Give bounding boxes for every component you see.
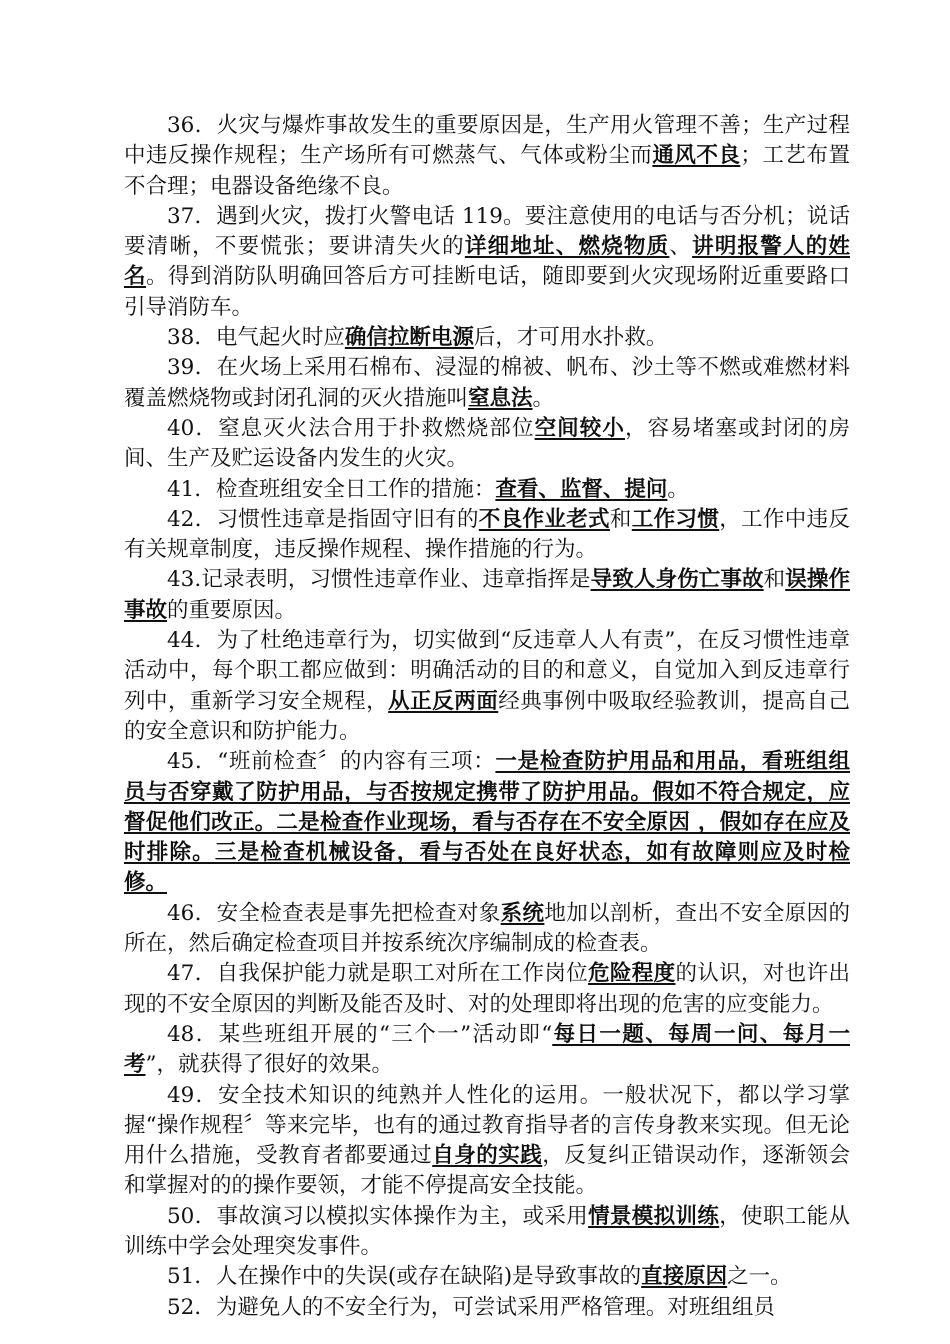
answer-text: 窒息法 — [468, 385, 533, 411]
body-text: ；工艺布置不合理；电器设备绝缘不良。 — [124, 143, 850, 199]
paragraph-q46 — [124, 899, 850, 960]
paragraph-q51 — [124, 1262, 850, 1292]
answer-text: 自身的实践 — [432, 1143, 543, 1169]
paragraph-q40 — [124, 414, 850, 475]
body-text: 50．事故演习以模拟实体操作为主，或采用 — [167, 1203, 589, 1229]
body-text: ，容易堵塞或封闭的房间、生产及贮运设备内发生的火灾。 — [124, 415, 850, 472]
body-text: ”，就获得了很好的效果。 — [145, 1052, 394, 1078]
paragraph-q44 — [124, 626, 850, 747]
answer-text: 导致人身伤亡事故 — [590, 567, 764, 593]
body-text: 37．遇到火灾，拨打火警电话 119。要注意使用的电话与否分机；说话要清晰，不要慌张；要讲清失火的 — [124, 203, 850, 260]
paragraph-q50 — [124, 1202, 850, 1263]
paragraph-q38 — [124, 323, 850, 353]
body-text: 47．自我保护能力就是职工对所在工作岗位 — [167, 961, 589, 987]
paragraph-q52 — [124, 1293, 850, 1323]
body-text: 48．某些班组开展的“三个一”活动即“ — [167, 1021, 553, 1047]
answer-text: 危险程度 — [588, 961, 676, 987]
body-text: ，工作中违反有关规章制度，违反操作规程、操作措施的行为。 — [124, 506, 850, 563]
paragraph-q42 — [124, 505, 850, 566]
body-text: 40．窒息灭火法合用于扑救燃烧部位 — [167, 415, 535, 441]
answer-text: 每日一题、每周一问、每月一考 — [124, 1021, 850, 1078]
body-text: 41．检查班组安全日工作的措施： — [167, 476, 496, 502]
body-text: 和 — [763, 567, 786, 593]
body-text: 。 — [667, 476, 689, 502]
paragraph-q48 — [124, 1020, 850, 1081]
answer-text: 详细地址、燃烧物质 — [464, 234, 670, 260]
paragraph-q49 — [124, 1081, 850, 1202]
body-text: 经典事例中吸取经验教训，提高自己的安全意识和防护能力。 — [124, 688, 850, 744]
body-text: 后，才可用水扑救。 — [473, 325, 668, 351]
body-text: 。 — [532, 385, 555, 411]
body-text: 45．“班前检查〞的内容有三项： — [167, 749, 496, 775]
body-text: 46．安全检查表是事先把检查对象 — [167, 900, 501, 926]
answer-text: 从正反两面 — [388, 688, 499, 714]
answer-text: 通风不良 — [652, 143, 741, 169]
body-text: 的重要原因。 — [167, 597, 297, 623]
body-text: 36．火灾与爆炸事故发生的重要原因是，生产用火管理不善；生产过程中违反操作规程；生产场所有可燃蒸气、气体或粉尘而 — [124, 113, 850, 169]
body-text: 51．人在操作中的失误(或存在缺陷)是导致事故的 — [167, 1264, 642, 1290]
body-text: 的认识，对也许出现的不安全原因的判断及能否及时、对的处理即将出现的危害的应变能力。 — [124, 961, 850, 1017]
document-body — [124, 111, 850, 1323]
paragraph-q39 — [124, 353, 850, 414]
body-text: 42．习惯性违章是指固守旧有的 — [167, 506, 479, 532]
body-text: 地加以剖析，查出不安全原因的所在，然后确定检查项目并按系统次序编制成的检查表。 — [124, 900, 850, 957]
answer-text: 查看、监督、提问 — [495, 476, 668, 502]
body-text: 。得到消防队明确回答后方可挂断电话，随即要到火灾现场附近重要路口引导消防车。 — [124, 264, 850, 320]
body-text: 49．安全技术知识的纯熟并人性化的运用。一般状况下，都以学习掌握“操作规程〞等来完毕，也有的通过教育指导者的言传身教来实现。但无论用什么措施，受教育者都要通过 — [124, 1082, 850, 1169]
paragraph-q41 — [124, 475, 850, 505]
paragraph-q37 — [124, 202, 850, 323]
answer-text: 讲明报警人的姓名 — [124, 234, 850, 290]
paragraph-q47 — [124, 959, 850, 1020]
answer-text: 空间较小 — [534, 415, 626, 441]
body-text: 之一。 — [727, 1264, 792, 1290]
paragraph-q43 — [124, 565, 850, 626]
body-text: 、 — [669, 234, 693, 260]
paragraph-q45 — [124, 747, 850, 898]
answer-text: 直接原因 — [641, 1264, 728, 1290]
body-text: 和 — [609, 506, 632, 532]
paragraph-q36 — [124, 111, 850, 202]
answer-text: 系统 — [500, 900, 545, 926]
body-text: 38．电气起火时应 — [167, 325, 345, 351]
body-text: 52．为避免人的不安全行为，可尝试采用严格管理。对班组组员 — [167, 1294, 775, 1320]
body-text: ，使职工能从训练中学会处理突发事件。 — [124, 1203, 850, 1259]
answer-text: 不良作业老式 — [478, 506, 610, 532]
body-text: 43.记录表明，习惯性违章作业、违章指挥是 — [167, 567, 591, 593]
body-text: 44．为了杜绝违章行为，切实做到“反违章人人有责”，在反习惯性违章活动中，每个职工都应做到：明确活动的目的和意义，自觉加入到反违章行列中，重新学习安全规程， — [124, 628, 850, 714]
body-text: ，反复纠正错误动作，逐渐领会和掌握对的的操作要领，才能不停提高安全技能。 — [124, 1143, 850, 1199]
answer-text: 确信拉断电源 — [344, 325, 474, 351]
answer-text: 误操作事故 — [124, 567, 850, 623]
answer-text: 情景模拟训练 — [588, 1203, 720, 1229]
answer-text: 工作习惯 — [631, 506, 720, 532]
answer-text: 一是检查防护用品和用品，看班组组员与否穿戴了防护用品，与否按规定携带了防护用品。假如不符合规定，应督促他们改正。二是检查作业现场，看与否存在不安全原因 ，假如存在应及时排除。三是检查机械设备，看与否处在良好状态，如有故障则应及时检修。 — [124, 749, 850, 896]
body-text: 39．在火场上采用石棉布、浸湿的棉被、帆布、沙土等不燃或难燃材料覆盖燃烧物或封闭孔洞的灭火措施叫 — [124, 355, 850, 411]
